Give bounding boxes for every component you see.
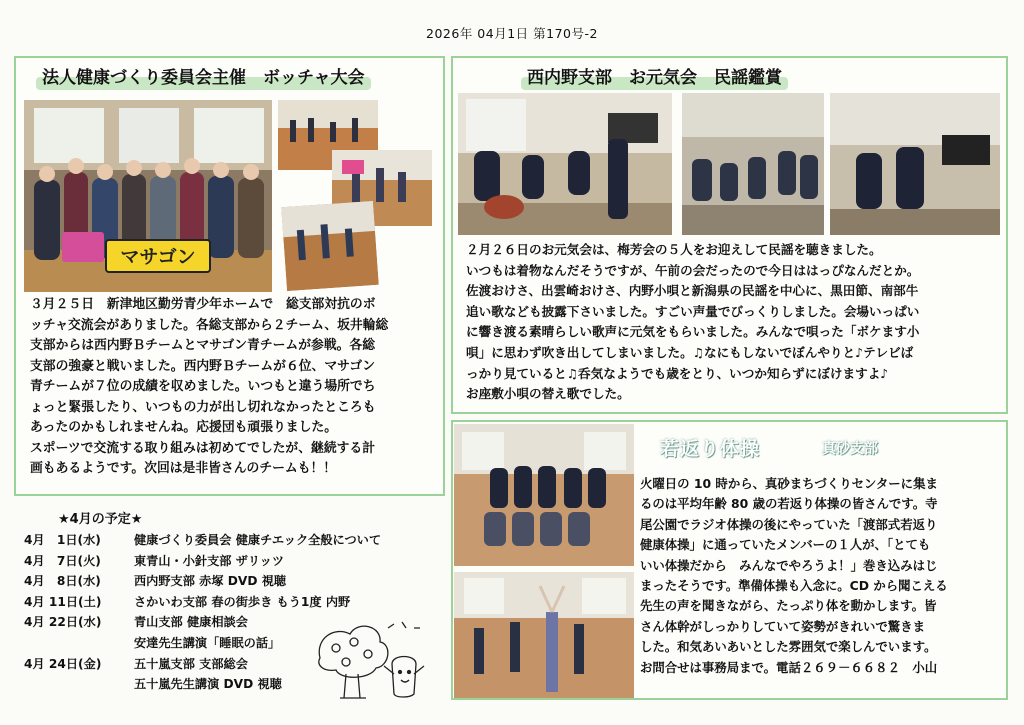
minyo-photo-3 (830, 93, 1000, 235)
schedule-title: ★4月の予定★ (58, 512, 143, 527)
wakagaeri-branch: 真砂支部 (822, 441, 878, 457)
bocce-group-photo (24, 100, 272, 292)
wakagaeri-article: 火曜日の 10 時から、真砂まちづくりセンターに集ま るのは平均年齢 80 歳の若返り体操の皆さんです。寺 尾公園でラジオ体操の後にやっていた「渡部式若返り 健康体操」に通っていたメンバーの１人が、「とても いい体操だから みんなでやろうよ！」巻き込みはじ まったそうです。準備体操も入念に。CD から聞こえる 先生の声を聞きながら、たっぷり体を動かします。皆 さん体幹がしっかりしていて姿勢がきれいで驚きま した。和気あいあいとした雰囲気で楽しんでいます。 お問合せは事務局まで。電話２６９－６６８２ 小山 (640, 476, 948, 675)
masagon-sign: マサゴン (120, 246, 196, 268)
minyo-title: 西内野支部 お元気会 民謡鑑賞 (527, 63, 782, 88)
minyo-photo-1 (458, 93, 672, 235)
schedule-row: 4月 1日(水) 健康づくり委員会 健康チエック全般について (24, 533, 382, 547)
minyo-article: ２月２６日のお元気会は、梅芳会の５人をお迎えして民謡を聴きました。 いつもは着物なんだそうですが、午前の会だったので今日ははっぴなんだとか。 佐渡おけさ、出雲崎おけさ、内野小唄と新潟県の民謡を中心に、黒田節、南部牛 追い歌なども披露下さいました。すごい声量でびっくりしました。会場いっぱい に響き渡る素晴らしい歌声に元気をもらいました。みんなで唄った「ボケます小 唄」に思わず吹き出してしまいました。♫なにもしないでぼんやりと♪テレビば っかり見ていると♫呑気なようでも歳をとり、いつか知らずにぼけますよ♪ お座敷小唄の替え歌でした。 (466, 242, 920, 402)
tree-character-illustration (310, 618, 430, 708)
schedule-row: 4月 7日(火) 東青山・小針支部 ザリッツ (24, 553, 285, 568)
schedule-row-continued: 安達先生講演「睡眠の話」 (134, 635, 281, 650)
bocce-game-photo-3 (281, 201, 379, 291)
minyo-photo-2 (682, 93, 824, 235)
schedule-row: 4月 22日(水) 青山支部 健康相談会 (24, 615, 248, 630)
wakagaeri-exercise-photo (454, 572, 634, 698)
schedule-row-continued: 五十嵐先生講演 DVD 視聴 (134, 677, 282, 692)
schedule-row: 4月 24日(金) 五十嵐支部 支部総会 (24, 656, 248, 671)
bocce-title: 法人健康づくり委員会主催 ボッチャ大会 (42, 63, 365, 88)
bocce-article: ３月２５日 新津地区勤労青少年ホームで 総支部対抗のボ ッチャ交流会がありました。各総支部から２チーム、坂井輪総 支部からは西内野Ｂチームとマサゴン青チームが参戦。各総 支部の強豪と戦いました。西内野Ｂチームが６位、マサゴン 青チームが７位の成績を収めました。いつもと違う場所でち ょっと緊張したり、いつもの力が出し切れなかったところも あったのかもしれませんね。応援団も頑張りました。 スポーツで交流する取り組みは初めてでしたが、継続する計 画もあるようです。次回は是非皆さんのチームも！！ (30, 297, 389, 476)
schedule-row: 4月 8日(水) 西内野支部 赤塚 DVD 視聴 (24, 574, 287, 589)
wakagaeri-group-photo (454, 424, 634, 566)
schedule-row: 4月 11日(土) さかいわ支部 春の街歩き もう1度 内野 (24, 594, 351, 609)
issue-header: 2026年 04月1日 第170号-2 (426, 26, 598, 41)
wakagaeri-title: 若返り体操 (660, 438, 761, 460)
